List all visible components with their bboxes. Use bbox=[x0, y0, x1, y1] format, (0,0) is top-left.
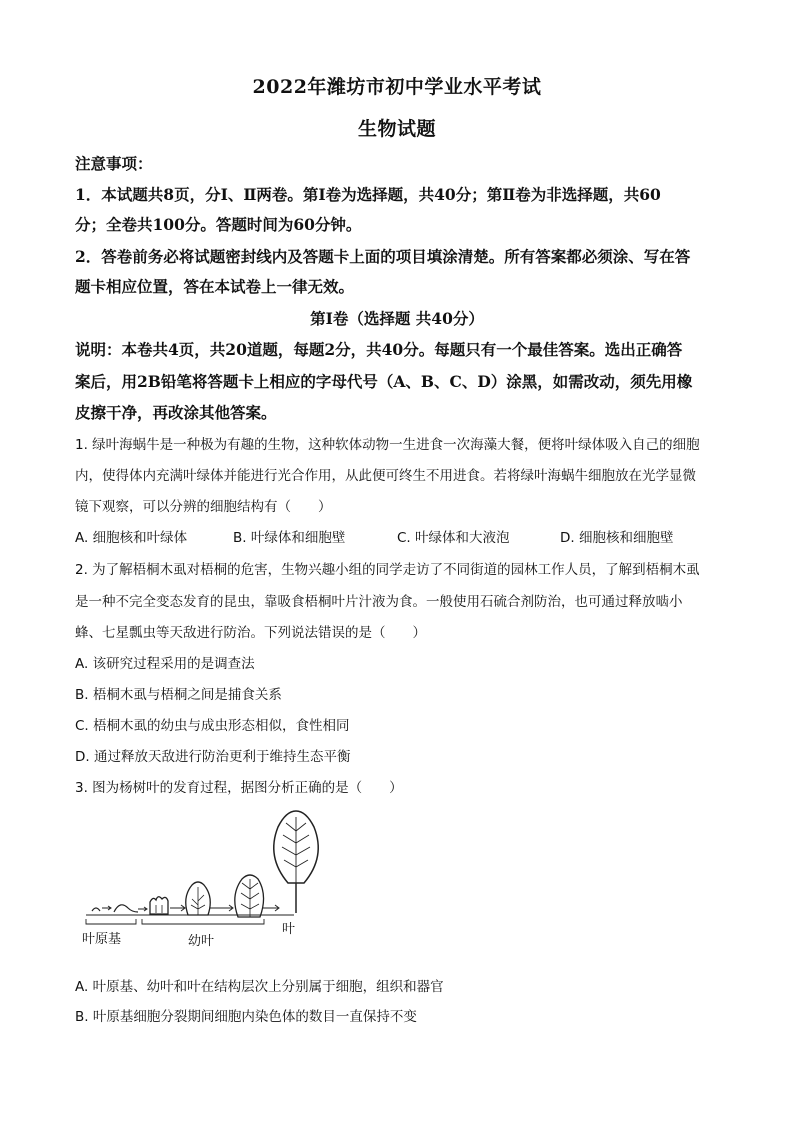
q1-text: 1. 绿叶海蜗牛是一种极为有趣的生物，这种软体动物一生进食一次海藻大餐，便将叶绿体吸入自己的细胞 bbox=[75, 437, 700, 453]
young-leaf-3 bbox=[235, 875, 264, 917]
q2-text: 是一种不完全变态发育的昆虫，靠吸食梧桐叶片汁液为食。一般使用石硫合剂防治，也可通过释放啮小 bbox=[75, 594, 683, 610]
q1-options bbox=[75, 526, 725, 546]
leaf-development-figure bbox=[80, 805, 340, 955]
notice-line: 1．本试题共8页，分Ⅰ、Ⅱ两卷。第Ⅰ卷为选择题，共40分；第Ⅱ卷为非选择题，共60 bbox=[75, 185, 661, 204]
section-heading: 第Ⅰ卷（选择题 共40分） bbox=[310, 309, 484, 328]
label-leaf: 叶 bbox=[282, 922, 296, 937]
notice-line: 2．答卷前务必将试题密封线内及答题卡上面的项目填涂清楚。所有答案都必须涂、写在答 bbox=[75, 247, 691, 266]
q2-option-d: D. 通过释放天敌进行防治更利于维持生态平衡 bbox=[75, 749, 351, 765]
q1-text: 内，使得体内充满叶绿体并能进行光合作用，从此便可终生不用进食。若将绿叶海蜗牛细胞放在光学显微 bbox=[75, 468, 696, 484]
exam-title: 2022年潍坊市初中学业水平考试 bbox=[252, 76, 542, 98]
label-primordium: 叶原基 bbox=[82, 932, 122, 947]
q1-option-c: C. 叶绿体和大液泡 bbox=[397, 530, 510, 546]
label-young-leaf: 幼叶 bbox=[188, 934, 215, 949]
q1-option-d: D. 细胞核和细胞壁 bbox=[560, 530, 674, 546]
section-instruction: 说明：本卷共4页，共20道题，每题2分，共40分。每题只有一个最佳答案。选出正确答 bbox=[75, 340, 683, 359]
section-instruction: 案后，用2B铅笔将答题卡上相应的字母代号（A、B、C、D）涂黑，如需改动，须先用橡 bbox=[75, 372, 693, 391]
q3-option-a: A. 叶原基、幼叶和叶在结构层次上分别属于细胞，组织和器官 bbox=[75, 979, 444, 995]
primordium-shape bbox=[92, 908, 100, 911]
mound-shape bbox=[114, 905, 138, 912]
q3-text: 3. 图为杨树叶的发育过程，据图分析正确的是（ ） bbox=[75, 780, 403, 796]
q2-text: 2. 为了解梧桐木虱对梧桐的危害，生物兴趣小组的同学走访了不同街道的园林工作人员，了解到梧桐木虱 bbox=[75, 562, 700, 578]
q1-option-a: A. 细胞核和叶绿体 bbox=[75, 530, 188, 546]
notice-heading: 注意事项： bbox=[75, 154, 153, 173]
q1-text: 镜下观察，可以分辨的细胞结构有（ ） bbox=[75, 499, 332, 515]
notice-line: 题卡相应位置，答在本试卷上一律无效。 bbox=[75, 277, 355, 296]
notice-line: 分；全卷共100分。答题时间为60分钟。 bbox=[75, 215, 362, 234]
q2-text: 蜂、七星瓢虫等天敌进行防治。下列说法错误的是（ ） bbox=[75, 625, 426, 641]
section-instruction: 皮擦干净，再改涂其他答案。 bbox=[75, 403, 277, 422]
q3-option-b: B. 叶原基细胞分裂期间细胞内染色体的数目一直保持不变 bbox=[75, 1009, 417, 1025]
q1-option-b: B. 叶绿体和细胞壁 bbox=[233, 530, 346, 546]
q2-option-b: B. 梧桐木虱与梧桐之间是捕食关系 bbox=[75, 687, 282, 703]
young-leaf-1 bbox=[150, 897, 168, 914]
q2-option-a: A. 该研究过程采用的是调查法 bbox=[75, 656, 255, 672]
exam-subtitle: 生物试题 bbox=[357, 118, 436, 140]
q2-option-c: C. 梧桐木虱的幼虫与成虫形态相似，食性相同 bbox=[75, 718, 350, 734]
